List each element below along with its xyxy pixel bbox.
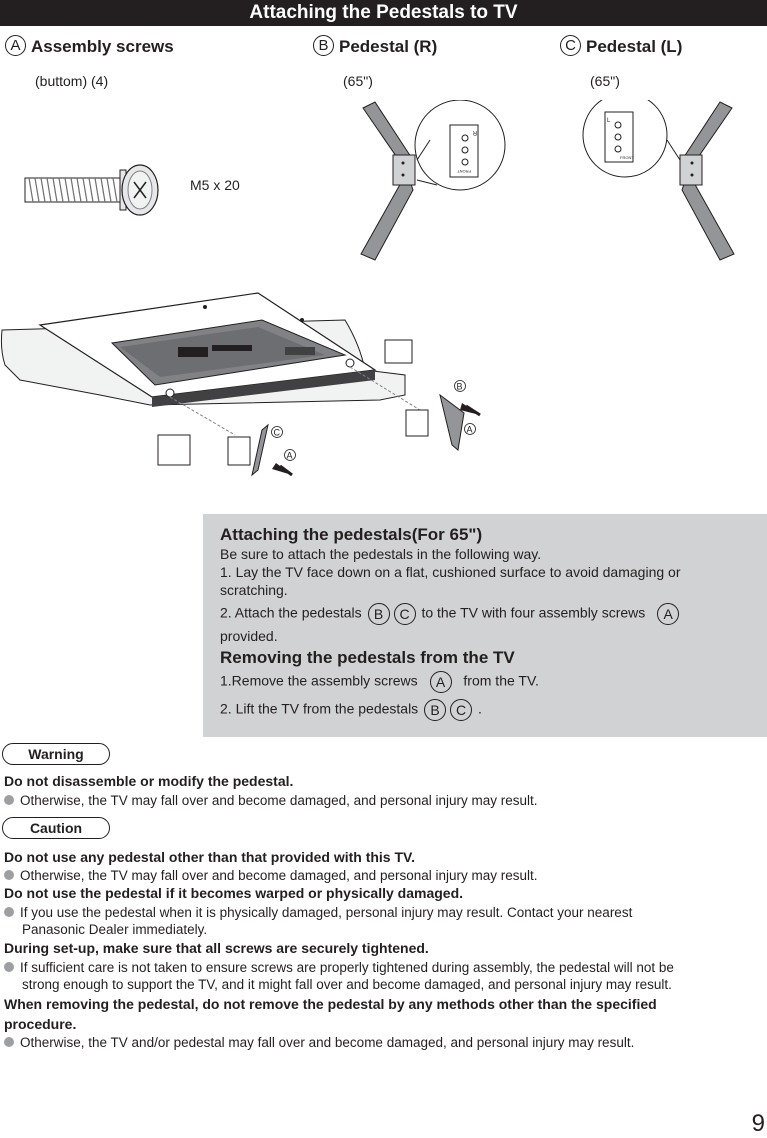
caution-2-bullet-text: If you use the pedestal when it is physically damaged, personal injury may result. Contact your nearest [20, 905, 633, 920]
caution-3-heading: During set-up, make sure that all screws are securely tightened. [4, 940, 429, 956]
ref-a: A [657, 603, 679, 625]
remove-step-1-prefix: 1.Remove the assembly screws [220, 672, 418, 689]
caution-3-bullet [4, 959, 759, 976]
part-b-letter: B [313, 35, 334, 56]
part-a-letter: A [5, 35, 26, 56]
warning-label: Warning [2, 743, 110, 765]
warning-bullet-text: Otherwise, the TV may fall over and become damaged, and personal injury may result. [20, 793, 538, 808]
caution-3-bullet-text: If sufficient care is not taken to ensure screws are properly tightened during assembly, the pedestal will not be [20, 960, 674, 975]
attach-step-2-prefix: 2. Attach the pedestals [220, 604, 362, 621]
bullet-dot [4, 907, 14, 917]
caution-1-bullet [4, 867, 759, 884]
pedestal-l-front-mark: FRONT [620, 155, 634, 160]
caution-1-heading: Do not use any pedestal other than that provided with this TV. [4, 849, 415, 865]
part-c-letter: C [560, 35, 581, 56]
remove-ref-a: A [430, 671, 452, 693]
warning-bullet [4, 792, 759, 809]
diagram-label-c: C [273, 427, 280, 438]
remove-step-1 [220, 671, 750, 693]
remove-step-1-suffix: from the TV. [463, 672, 539, 689]
attach-step-1: 1. Lay the TV face down on a flat, cushioned surface to avoid damaging or scratching. [220, 564, 681, 598]
bullet-dot [4, 1037, 14, 1047]
page-number: 9 [751, 1110, 765, 1137]
attach-heading: Attaching the pedestals(For 65") [220, 525, 483, 544]
instructions-box [203, 514, 767, 737]
part-b-note: (65") [343, 73, 373, 89]
part-c-name: Pedestal (L) [586, 37, 683, 56]
part-a-header [5, 37, 174, 58]
part-b-header [313, 37, 437, 58]
ref-b: B [368, 603, 390, 625]
remove-heading: Removing the pedestals from the TV [220, 648, 515, 667]
diagram-label-b: B [456, 381, 463, 392]
caution-4-bullet [4, 1034, 759, 1051]
attach-step-2-suffix: provided. [220, 628, 278, 644]
part-a-note: (buttom) (4) [35, 73, 109, 89]
bullet-dot [4, 795, 14, 805]
screw-illustration [20, 160, 170, 220]
attach-intro: Be sure to attach the pedestals in the following way. [220, 546, 542, 562]
pedestal-l-mark: L [607, 118, 611, 124]
remove-step-2-suffix: . [477, 700, 482, 717]
ref-c: C [394, 603, 416, 625]
attach-step-2 [220, 603, 750, 625]
bullet-dot [4, 962, 14, 972]
caution-label: Caution [2, 817, 110, 839]
remove-ref-b: B [424, 699, 446, 721]
part-c-header [560, 37, 682, 58]
caution-2-bullet [4, 904, 759, 921]
caution-4-bullet-text: Otherwise, the TV and/or pedestal may fall over and become damaged, and personal injury may result. [20, 1035, 635, 1050]
part-a-name: Assembly screws [31, 37, 174, 56]
caution-4-heading: When removing the pedestal, do not remove the pedestal by any methods other than the specified [4, 996, 657, 1012]
remove-step-2 [220, 699, 750, 721]
page-title: Attaching the Pedestals to TV [0, 0, 767, 26]
pedestal-l-illustration [580, 100, 740, 265]
remove-step-2-prefix: 2. Lift the TV from the pedestals [220, 700, 419, 717]
attach-step-2-middle: to the TV with four assembly screws [421, 604, 646, 621]
caution-4-heading-cont: procedure. [4, 1016, 77, 1032]
caution-3-bullet-cont: strong enough to support the TV, and it might fall over and become damaged, and personal injury may result. [22, 977, 672, 992]
remove-ref-c: C [450, 699, 472, 721]
pedestal-r-mark: R [472, 129, 477, 135]
part-b-name: Pedestal (R) [339, 37, 438, 56]
caution-2-bullet-cont: Panasonic Dealer immediately. [22, 922, 208, 937]
pedestal-r-illustration [355, 100, 515, 265]
screw-spec: M5 x 20 [190, 177, 240, 193]
warning-heading: Do not disassemble or modify the pedestal. [4, 773, 294, 789]
pedestal-r-front-mark: FRONT [457, 169, 471, 174]
caution-2-heading: Do not use the pedestal if it becomes warped or physically damaged. [4, 885, 464, 901]
bullet-dot [4, 870, 14, 880]
part-c-note: (65") [590, 73, 620, 89]
diagram-label-a-left: A [286, 450, 293, 461]
diagram-label-a-right: A [466, 424, 473, 435]
tv-assembly-diagram [0, 285, 500, 490]
caution-1-bullet-text: Otherwise, the TV may fall over and become damaged, and personal injury may result. [20, 868, 538, 883]
